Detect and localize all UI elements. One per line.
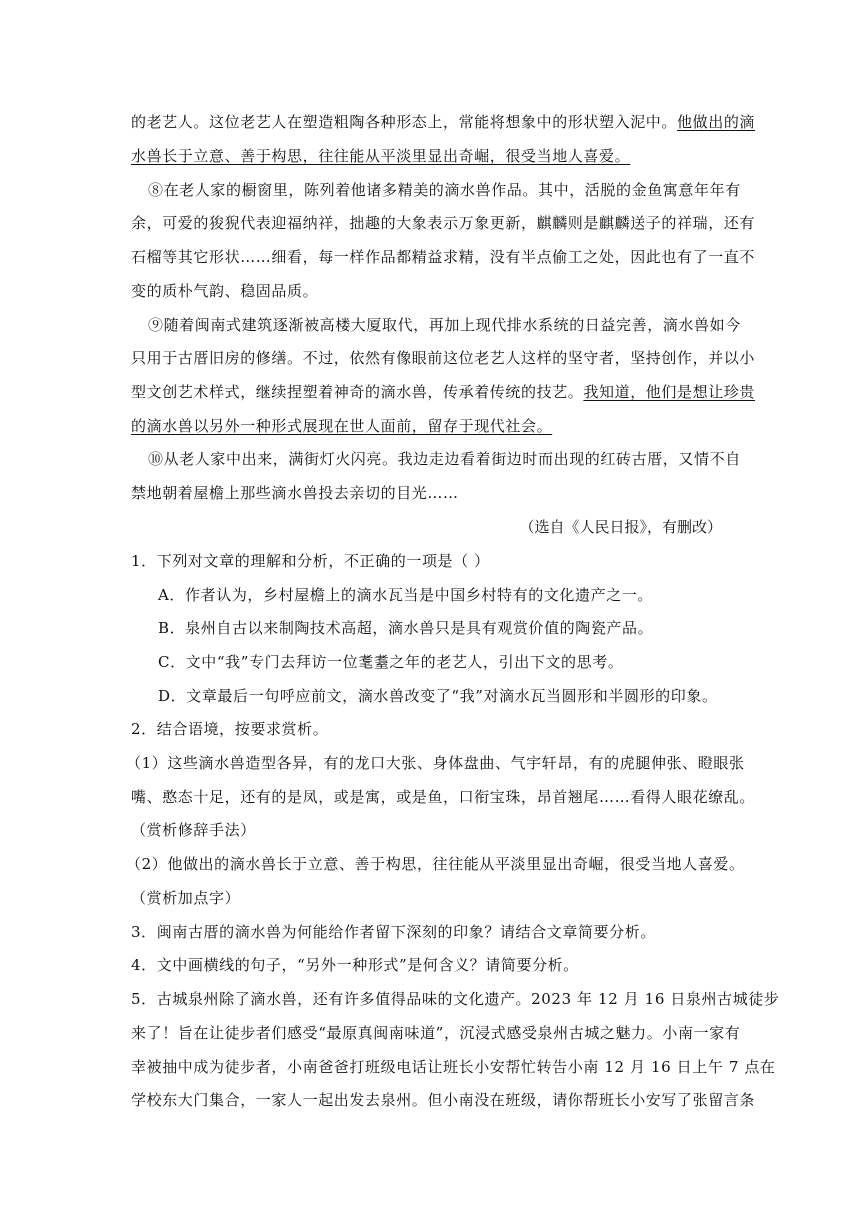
para10-line-2: 禁地朝着屋檐上那些滴水兽投去亲切的目光…… xyxy=(131,484,459,502)
para9-line-1: ⑨随着闽南式建筑逐渐被高楼大厦取代，再加上现代排水系统的日益完善，滴水兽如今 xyxy=(148,316,741,334)
question-5-line-2: 来了！旨在让徒步者们感受“最原真闽南味道”，沉浸式感受泉州古城之魅力。小南一家有 xyxy=(131,1024,741,1042)
underlined-sentence: 我知道，他们是想让珍贵 xyxy=(583,383,756,401)
question-1-stem: 1．下列对文章的理解和分析，不正确的一项是（ ） xyxy=(131,552,490,570)
question-5-line-1: 5．古城泉州除了滴水兽，还有许多值得品味的文化遗产。2023 年 12 月 16 日泉州古城徒步 xyxy=(131,990,780,1008)
para9-line-3 xyxy=(131,382,756,402)
question-5-line-3: 幸被抽中成为徒步者，小南爸爸打班级电话让班长小安帮忙转告小南 12 月 16 日上午 7 点在 xyxy=(131,1058,776,1076)
para8-line-1: ⑧在老人家的橱窗里，陈列着他诸多精美的滴水兽作品。其中，活脱的金鱼寓意年年有 xyxy=(148,181,741,199)
para9-line-4 xyxy=(131,416,731,436)
question-2-sub2-line-2: （赏析加点字） xyxy=(131,889,241,907)
question-2-sub1-line-1: （1）这些滴水兽造型各异，有的龙口大张、身体盘曲、气宇轩昂，有的虎腿伸张、瞪眼张 xyxy=(126,754,745,772)
question-1-option-a: A．作者认为，乡村屋檐上的滴水瓦当是中国乡村特有的文化遗产之一。 xyxy=(158,586,654,604)
question-2-sub2-line-1: （2）他做出的滴水兽长于立意、善于构思，往往能从平淡里显出奇崛，很受当地人喜爱。 xyxy=(126,855,745,873)
para8-line-2: 余，可爱的狻猊代表迎福纳祥，拙趣的大象表示万象更新，麒麟则是麒麟送子的祥瑞，还有 xyxy=(131,214,756,232)
para10-line-1: ⑩从老人家中出来，满街灯火闪亮。我边走边看着街边时而出现的红砖古厝，又情不自 xyxy=(148,450,741,468)
text-span: 的老艺人。这位老艺人在塑造粗陶各种形态上，常能将想象中的形状塑入泥中。 xyxy=(131,113,678,131)
para7-line-1 xyxy=(131,112,756,132)
question-1-option-c: C．文中“我”专门去拜访一位耄耋之年的老艺人，引出下文的思考。 xyxy=(158,653,624,671)
para9-line-2: 只用于古厝旧房的修缮。不过，依然有像眼前这位老艺人这样的坚守者，坚持创作，并以小 xyxy=(131,349,756,367)
underlined-sentence: 的滴水兽以另外一种形式展现在世人面前，留存于现代社会。 xyxy=(131,417,553,435)
question-2-sub1-line-2: 嘴、憨态十足，还有的是凤，或是寓，或是鱼，口衔宝珠，昂首翘尾……看得人眼花缭乱。 xyxy=(131,788,756,806)
question-1-option-d: D．文章最后一句呼应前文，滴水兽改变了“我”对滴水瓦当圆形和半圆形的印象。 xyxy=(158,687,718,705)
question-2-stem: 2．结合语境，按要求赏析。 xyxy=(131,720,329,738)
source-citation: （选自《人民日报》，有删改） xyxy=(519,518,722,536)
question-2-sub1-line-3: （赏析修辞手法） xyxy=(131,821,256,839)
para8-line-4: 变的质朴气韵、稳固品质。 xyxy=(131,282,319,300)
question-5-line-4: 学校东大门集合，一家人一起出发去泉州。但小南没在班级，请你帮班长小安写了张留言条 xyxy=(131,1091,756,1109)
para7-line-2 xyxy=(131,146,731,166)
underlined-sentence: 他做出的滴 xyxy=(677,113,756,131)
question-4: 4．文中画横线的句子，“另外一种形式”是何含义？请简要分析。 xyxy=(131,956,579,974)
text-span: 型文创艺术样式，继续捏塑着神奇的滴水兽，传承着传统的技艺。 xyxy=(131,383,584,401)
underlined-sentence: 水兽长于立意、善于构思，往往能从平淡里显出奇崛，很受当地人喜爱。 xyxy=(131,147,631,165)
question-1-option-b: B．泉州自古以来制陶技术高超，滴水兽只是具有观赏价值的陶瓷产品。 xyxy=(158,619,654,637)
question-3: 3．闽南古厝的滴水兽为何能给作者留下深刻的印象？请结合文章简要分析。 xyxy=(131,923,656,941)
para8-line-3: 石榴等其它形状……细看，每一样作品都精益求精，没有半点偷工之处，因此也有了一直不 xyxy=(131,248,756,266)
